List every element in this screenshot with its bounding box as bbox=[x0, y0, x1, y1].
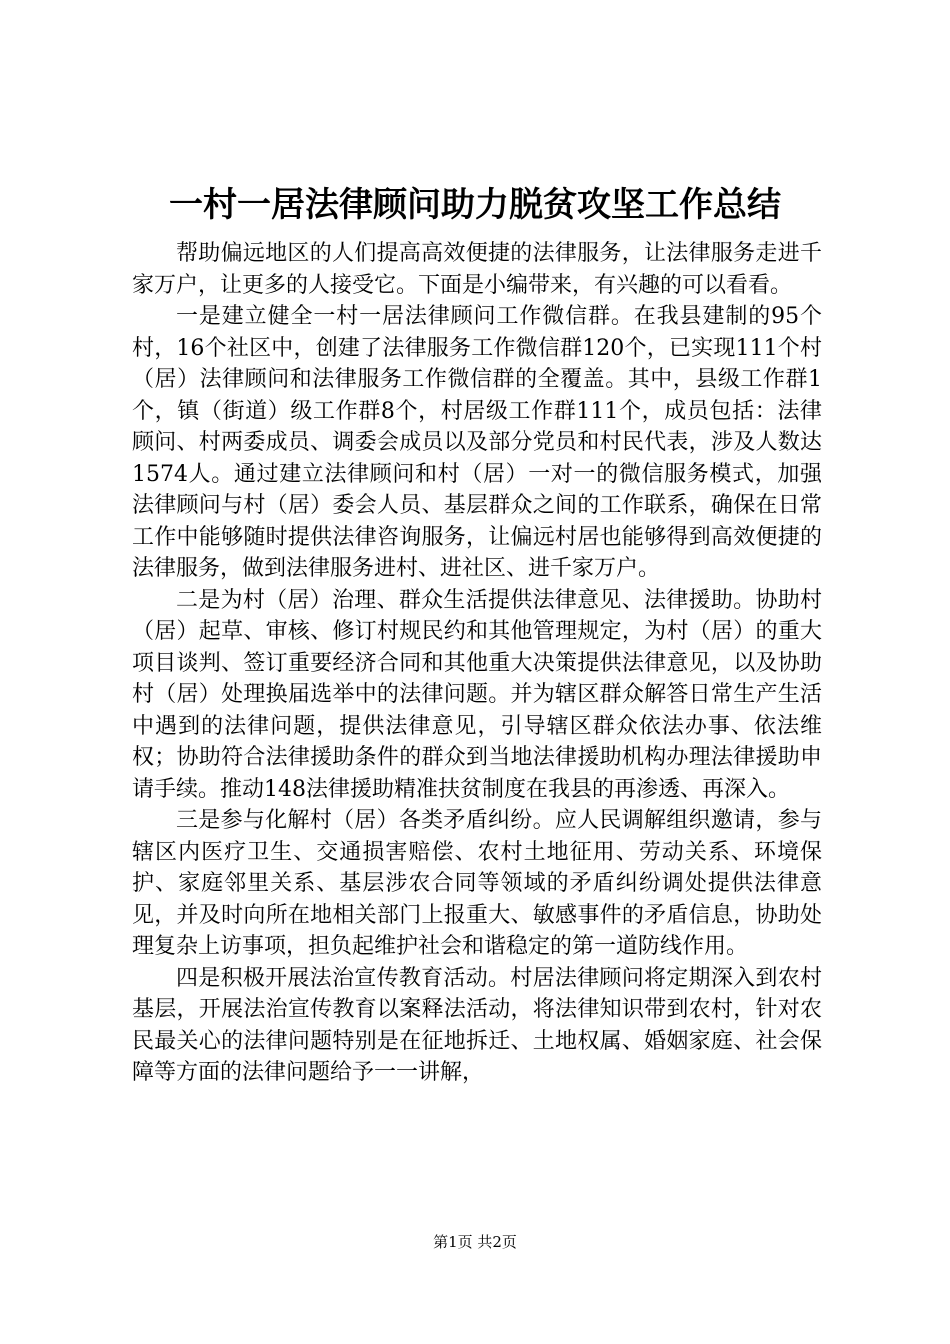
paragraph-intro: 帮助偏远地区的人们提高高效便捷的法律服务，让法律服务走进千家万户，让更多的人接受它。下面是小编带来，有兴趣的可以看看。 bbox=[132, 241, 822, 298]
paragraph-3: 三是参与化解村（居）各类矛盾纠纷。应人民调解组织邀请，参与辖区内医疗卫生、交通损害赔偿、农村土地征用、劳动关系、环境保护、家庭邻里关系、基层涉农合同等领域的矛盾纠纷调处提供法律意见，并及时向所在地相关部门上报重大、敏感事件的矛盾信息，协助处理复杂上访事项，担负起维护社会和谐稳定的第一道防线作用。 bbox=[132, 808, 822, 959]
paragraph-1: 一是建立健全一村一居法律顾问工作微信群。在我县建制的95个村，16个社区中，创建了法律服务工作微信群120个，已实现111个村（居）法律顾问和法律服务工作微信群的全覆盖。其中，县级工作群1个，镇（街道）级工作群8个，村居级工作群111个，成员包括：法律顾问、村两委成员、调委会成员以及部分党员和村民代表，涉及人数达1574人。通过建立法律顾问和村（居）一对一的微信服务模式，加强法律顾问与村（居）委会人员、基层群众之间的工作联系，确保在日常工作中能够随时提供法律咨询服务，让偏远村居也能够得到高效便捷的法律服务，做到法律服务进村、进社区、进千家万户。 bbox=[132, 304, 822, 581]
document-body bbox=[132, 238, 822, 1089]
document-title: 一村一居法律顾问助力脱贫攻坚工作总结 bbox=[169, 185, 781, 225]
page-number-footer: 第1页 共2页 bbox=[433, 1233, 517, 1251]
paragraph-4: 四是积极开展法治宣传教育活动。村居法律顾问将定期深入到农村基层，开展法治宣传教育以案释法活动，将法律知识带到农村，针对农民最关心的法律问题特别是在征地拆迁、土地权属、婚姻家庭、社会保障等方面的法律问题给予一一讲解， bbox=[132, 965, 822, 1085]
paragraph-2: 二是为村（居）治理、群众生活提供法律意见、法律援助。协助村（居）起草、审核、修订村规民约和其他管理规定，为村（居）的重大项目谈判、签订重要经济合同和其他重大决策提供法律意见，以及协助村（居）处理换届选举中的法律问题。并为辖区群众解答日常生产生活中遇到的法律问题，提供法律意见，引导辖区群众依法办事、依法维权；协助符合法律援助条件的群众到当地法律援助机构办理法律援助申请手续。推动148法律援助精准扶贫制度在我县的再渗透、再深入。 bbox=[132, 587, 822, 802]
